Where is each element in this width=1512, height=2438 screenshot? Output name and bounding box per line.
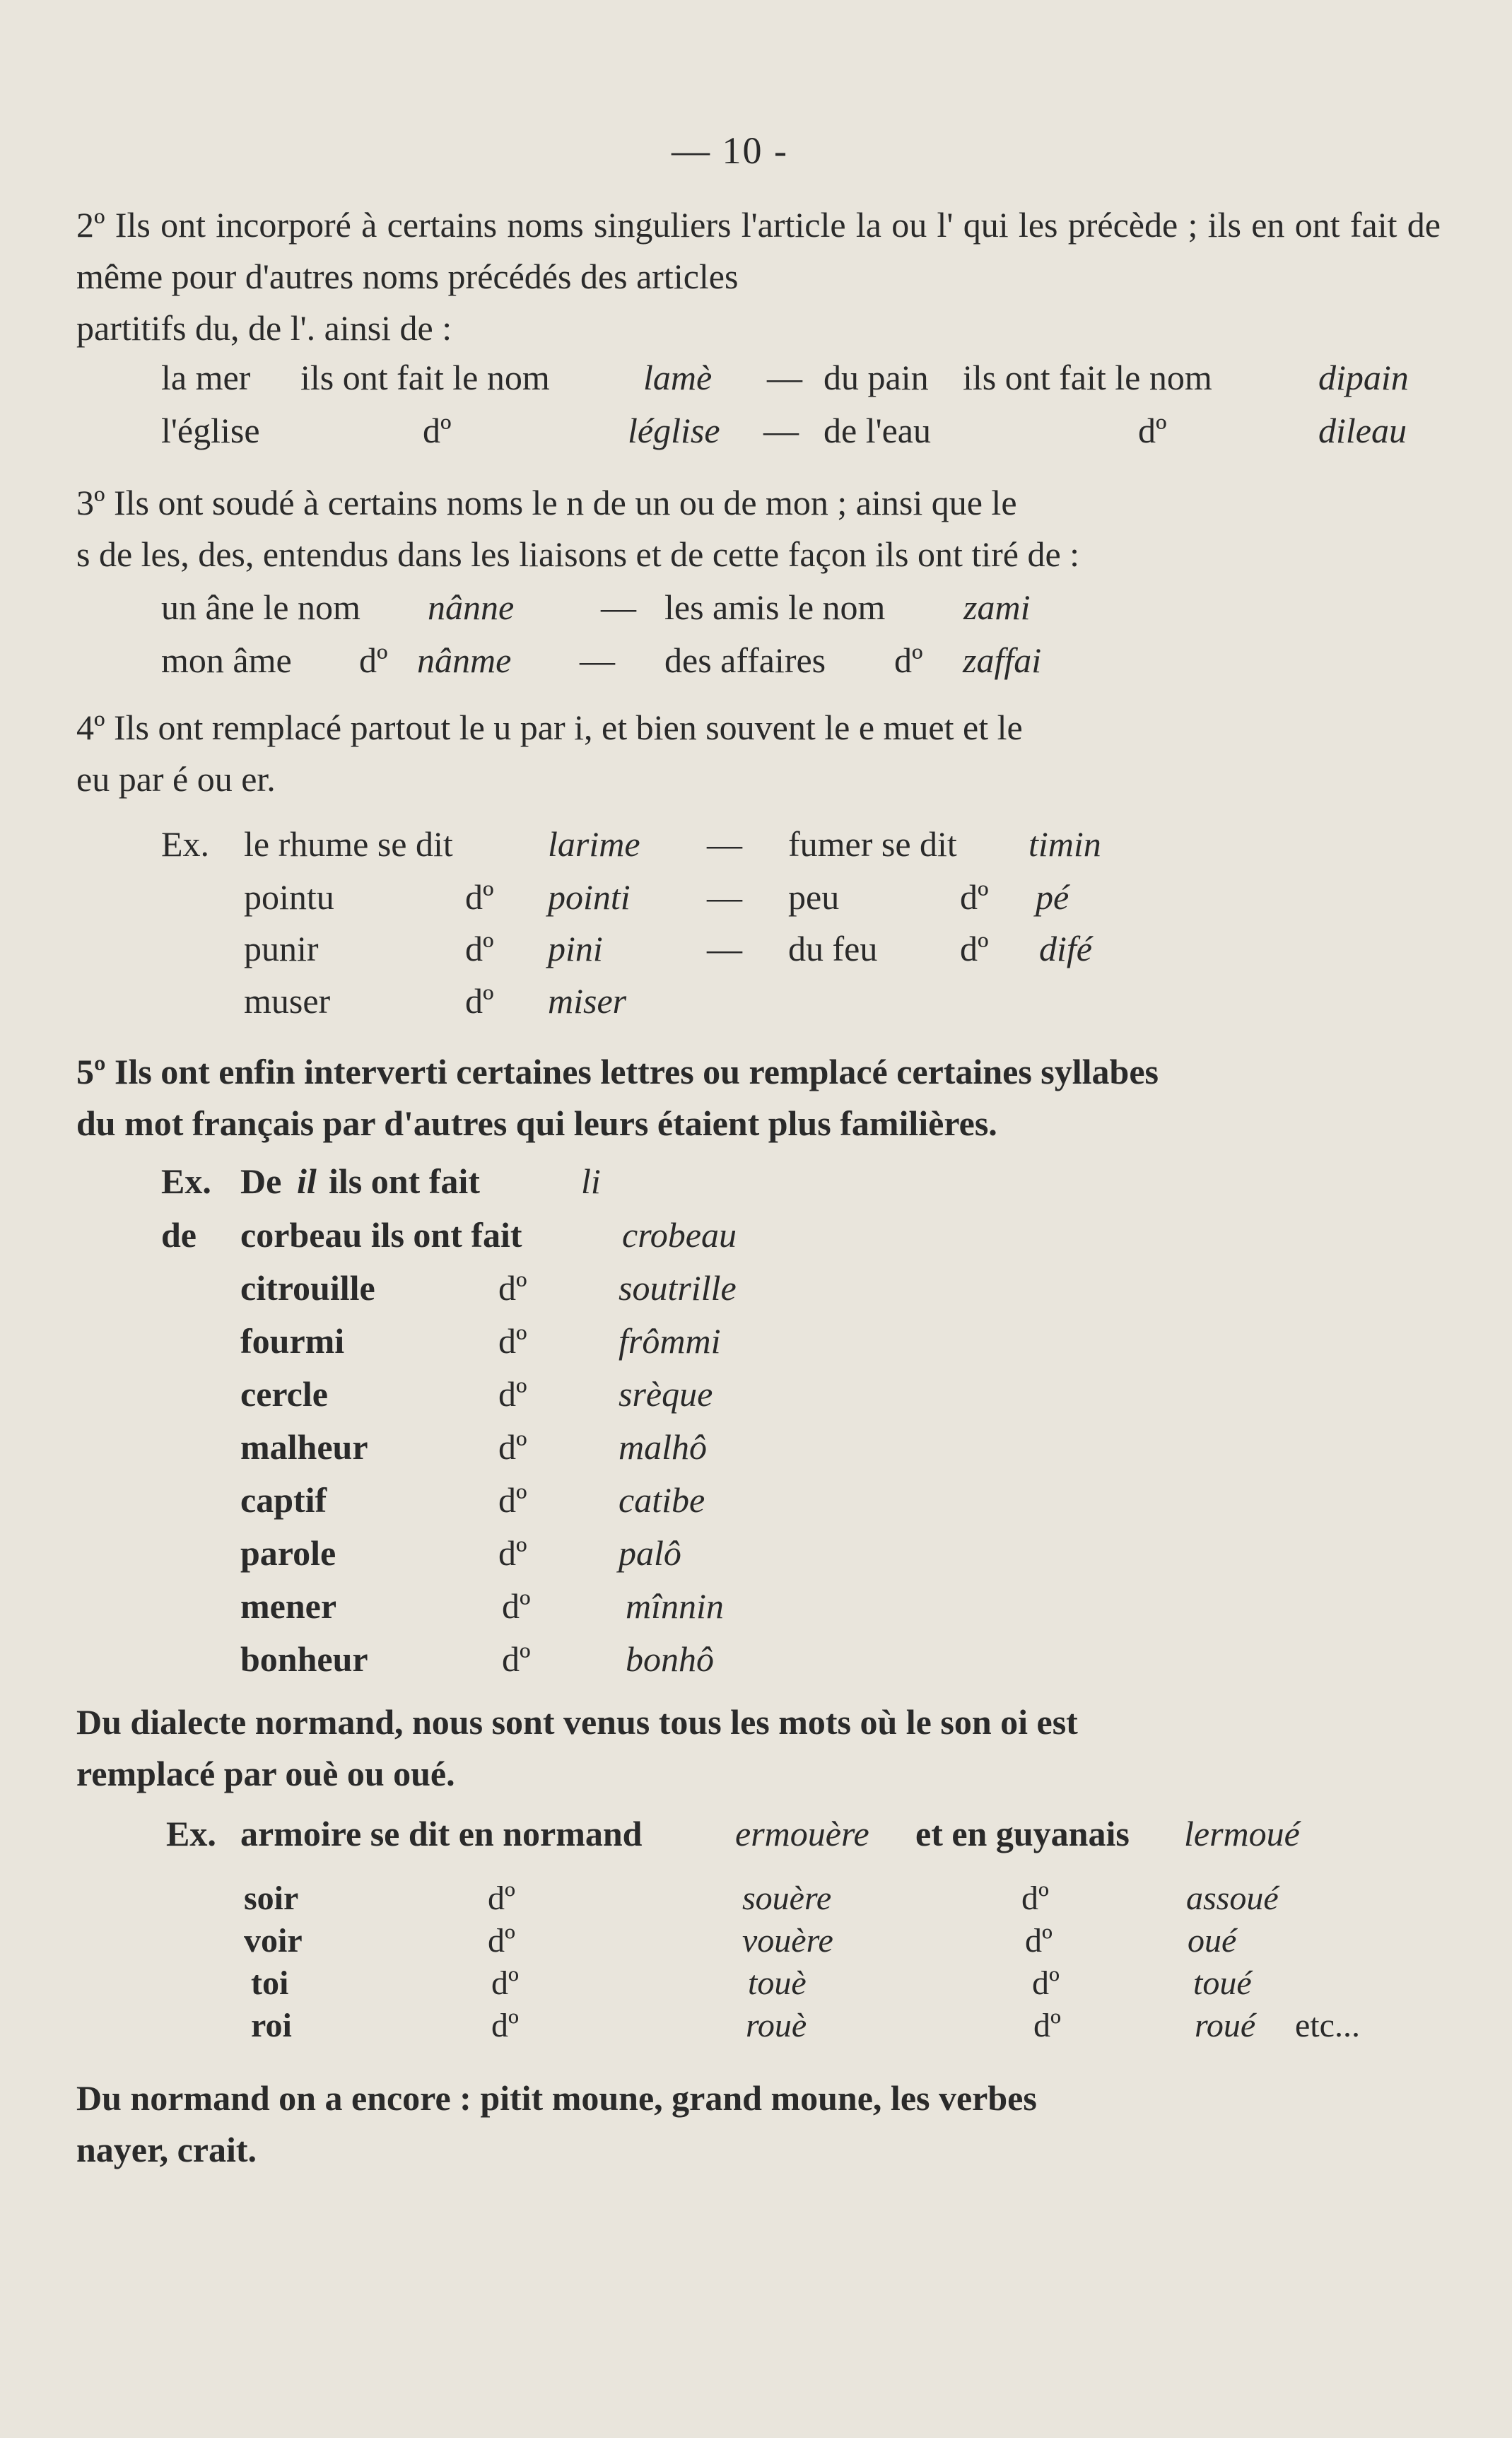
- ex1-r1-f: dipain: [1318, 358, 1409, 397]
- ex5-first-d: li: [581, 1161, 601, 1201]
- paragraph-2: [76, 199, 1441, 354]
- ex6-row-do2: dº: [1021, 1880, 1049, 1917]
- p5-line2: du mot français par d'autres qui leurs étaient plus familières.: [76, 1103, 997, 1143]
- ex4-r1-c: fumer se dit: [788, 824, 957, 864]
- ex5-row-do: dº: [498, 1321, 527, 1361]
- ex6-row-do1: dº: [488, 1880, 515, 1917]
- ex4-r3-a: punir: [244, 929, 319, 968]
- paragraph-6: [76, 1696, 1441, 1800]
- ex4-r3-b: dº: [465, 929, 494, 968]
- ex6-row-tail: etc...: [1295, 2007, 1360, 2044]
- ex5-row-res: palô: [619, 1533, 681, 1573]
- ex1-r2-d: de l'eau: [824, 411, 931, 450]
- ex4-label: Ex.: [161, 824, 210, 864]
- ex1-r1-d: du pain: [824, 358, 929, 397]
- ex1-r2-f: dileau: [1318, 411, 1407, 450]
- ex1-r2-e: dº: [1138, 411, 1167, 450]
- ex5-first-a: De: [240, 1161, 282, 1201]
- ex5-second-b: corbeau ils ont fait: [240, 1215, 522, 1255]
- ex3-r2-d: des affaires: [664, 640, 826, 680]
- ex6-row-do1: dº: [488, 1922, 515, 1959]
- p4-line2: eu par é ou er.: [76, 759, 276, 799]
- ex1-r1-c: lamè: [643, 358, 713, 397]
- ex1-r2-dash: —: [763, 411, 799, 450]
- ex4-r3-e: dº: [960, 929, 989, 968]
- ex5-row-do: dº: [498, 1374, 527, 1414]
- ex5-row-do: dº: [502, 1639, 531, 1679]
- p2-line1: 2º Ils ont incorporé à certains noms singuliers l'article la ou l' qui les: [76, 205, 1058, 245]
- ex5-row-word: citrouille: [240, 1268, 375, 1308]
- ex1-r1-dash: —: [767, 358, 802, 397]
- ex3-r1-d: zami: [963, 587, 1031, 627]
- ex5-row-do: dº: [498, 1480, 527, 1520]
- ex4-r3-c: pini: [548, 929, 603, 968]
- p6-line1: Du dialecte normand, nous sont venus tous les mots où le son oi est: [76, 1702, 1078, 1742]
- ex1-r1-e: ils ont fait le nom: [963, 358, 1212, 397]
- ex6-head-b: ermouère: [735, 1814, 869, 1853]
- ex3-r2-dash: —: [580, 640, 615, 680]
- ex5-row-word: parole: [240, 1533, 336, 1573]
- ex5-row-word: fourmi: [240, 1321, 345, 1361]
- ex5-first-c: ils ont fait: [329, 1161, 480, 1201]
- ex5-row-word: captif: [240, 1480, 327, 1520]
- ex6-row-norm: touè: [748, 1964, 807, 2002]
- ex6-row-norm: vouère: [742, 1922, 833, 1959]
- ex4-r4-c: miser: [548, 981, 627, 1021]
- ex5-row-word: cercle: [240, 1374, 328, 1414]
- ex4-r2-b: dº: [465, 877, 494, 917]
- paragraph-4: [76, 702, 1441, 805]
- ex6-row-do2: dº: [1033, 2007, 1061, 2044]
- ex4-r2-d: peu: [788, 877, 840, 917]
- p7-line2: nayer, crait.: [76, 2130, 257, 2169]
- ex6-row-do1: dº: [491, 1964, 519, 2002]
- ex3-r2-f: zaffai: [963, 640, 1042, 680]
- ex4-r2-a: pointu: [244, 877, 334, 917]
- ex6-head-d: lermoué: [1184, 1814, 1300, 1853]
- ex4-r1-dash: —: [707, 824, 742, 864]
- ex5-row-do: dº: [498, 1533, 527, 1573]
- ex6-row-do1: dº: [491, 2007, 519, 2044]
- paragraph-5: [76, 1046, 1441, 1149]
- ex4-r1-d: timin: [1028, 824, 1101, 864]
- ex6-row-word: roi: [251, 2007, 292, 2044]
- ex3-r2-c: nânme: [417, 640, 512, 680]
- ex6-row-guy: toué: [1193, 1964, 1252, 2002]
- ex1-r1-b: ils ont fait le nom: [300, 358, 550, 397]
- p7-line1: Du normand on a encore : pitit moune, grand moune, les verbes: [76, 2078, 1037, 2118]
- ex5-first-b: il: [297, 1161, 317, 1201]
- ex1-r2-c: léglise: [628, 411, 720, 450]
- ex5-row-res: srèque: [619, 1374, 713, 1414]
- ex5-row-word: malheur: [240, 1427, 368, 1467]
- ex4-r3-d: du feu: [788, 929, 878, 968]
- ex6-row-word: soir: [244, 1880, 299, 1917]
- ex5-second-c: crobeau: [622, 1215, 737, 1255]
- ex3-r2-a: mon âme: [161, 640, 292, 680]
- ex3-r1-c: les amis le nom: [664, 587, 886, 627]
- ex3-r1-b: nânne: [428, 587, 515, 627]
- ex6-head-c: et en guyanais: [915, 1814, 1130, 1853]
- ex1-r2-a: l'église: [161, 411, 260, 450]
- ex6-row-guy: oué: [1188, 1922, 1237, 1959]
- paragraph-7: [76, 2073, 1441, 2176]
- p4-line1: 4º Ils ont remplacé partout le u par i, et bien souvent le e muet et le: [76, 708, 1023, 747]
- ex6-row-guy: assoué: [1186, 1880, 1279, 1917]
- ex5-row-word: bonheur: [240, 1639, 368, 1679]
- ex4-r3-dash: —: [707, 929, 742, 968]
- page-number: — 10 -: [672, 129, 788, 172]
- paragraph-3: [76, 477, 1441, 580]
- ex6-row-norm: souère: [742, 1880, 832, 1917]
- p5-line1: 5º Ils ont enfin interverti certaines lettres ou remplacé certaines syllabes: [76, 1052, 1159, 1091]
- ex5-row-word: mener: [240, 1586, 337, 1626]
- p3-line1: 3º Ils ont soudé à certains noms le n de un ou de mon ; ainsi que le: [76, 483, 1017, 522]
- ex3-r1-a: un âne le nom: [161, 587, 361, 627]
- p3-line2: s de les, des, entendus dans les liaisons et de cette façon ils ont tiré de :: [76, 534, 1080, 574]
- ex5-row-do: dº: [498, 1427, 527, 1467]
- ex4-r1-b: larime: [548, 824, 640, 864]
- ex6-row-guy: roué: [1195, 2007, 1256, 2044]
- p2-line3: partitifs du, de l'. ainsi de :: [76, 308, 452, 348]
- ex5-row-res: frômmi: [619, 1321, 721, 1361]
- ex5-row-do: dº: [502, 1586, 531, 1626]
- ex5-label: Ex.: [161, 1161, 211, 1201]
- ex4-r2-f: pé: [1036, 877, 1069, 917]
- ex6-row-norm: rouè: [746, 2007, 807, 2044]
- ex1-r1-a: la mer: [161, 358, 251, 397]
- ex3-r2-b: dº: [359, 640, 388, 680]
- ex5-second-a: de: [161, 1215, 197, 1255]
- ex4-r2-e: dº: [960, 877, 989, 917]
- ex6-row-do2: dº: [1032, 1964, 1060, 2002]
- ex6-row-do2: dº: [1025, 1922, 1053, 1959]
- ex5-row-res: catibe: [619, 1480, 705, 1520]
- ex4-r4-b: dº: [465, 981, 494, 1021]
- ex3-r1-dash: —: [601, 587, 636, 627]
- ex5-row-res: bonhô: [626, 1639, 714, 1679]
- ex6-head-a: armoire se dit en normand: [240, 1814, 643, 1853]
- ex4-r2-dash: —: [707, 877, 742, 917]
- ex6-row-word: toi: [251, 1964, 289, 2002]
- ex1-r2-b: dº: [423, 411, 452, 450]
- ex4-r4-a: muser: [244, 981, 331, 1021]
- ex5-row-res: mînnin: [626, 1586, 724, 1626]
- ex4-r1-a: le rhume se dit: [244, 824, 453, 864]
- ex4-r2-c: pointi: [548, 877, 631, 917]
- ex6-row-word: voir: [244, 1922, 303, 1959]
- ex5-row-res: soutrille: [619, 1268, 737, 1308]
- ex4-r3-f: difé: [1039, 929, 1092, 968]
- ex3-r2-e: dº: [894, 640, 923, 680]
- ex5-row-do: dº: [498, 1268, 527, 1308]
- ex6-label: Ex.: [166, 1814, 216, 1853]
- p2-line2: précède ; ils en ont fait de même pour d'autres noms précédés des articles: [76, 205, 1441, 296]
- ex5-row-res: malhô: [619, 1427, 707, 1467]
- p6-line2: remplacé par ouè ou oué.: [76, 1754, 455, 1793]
